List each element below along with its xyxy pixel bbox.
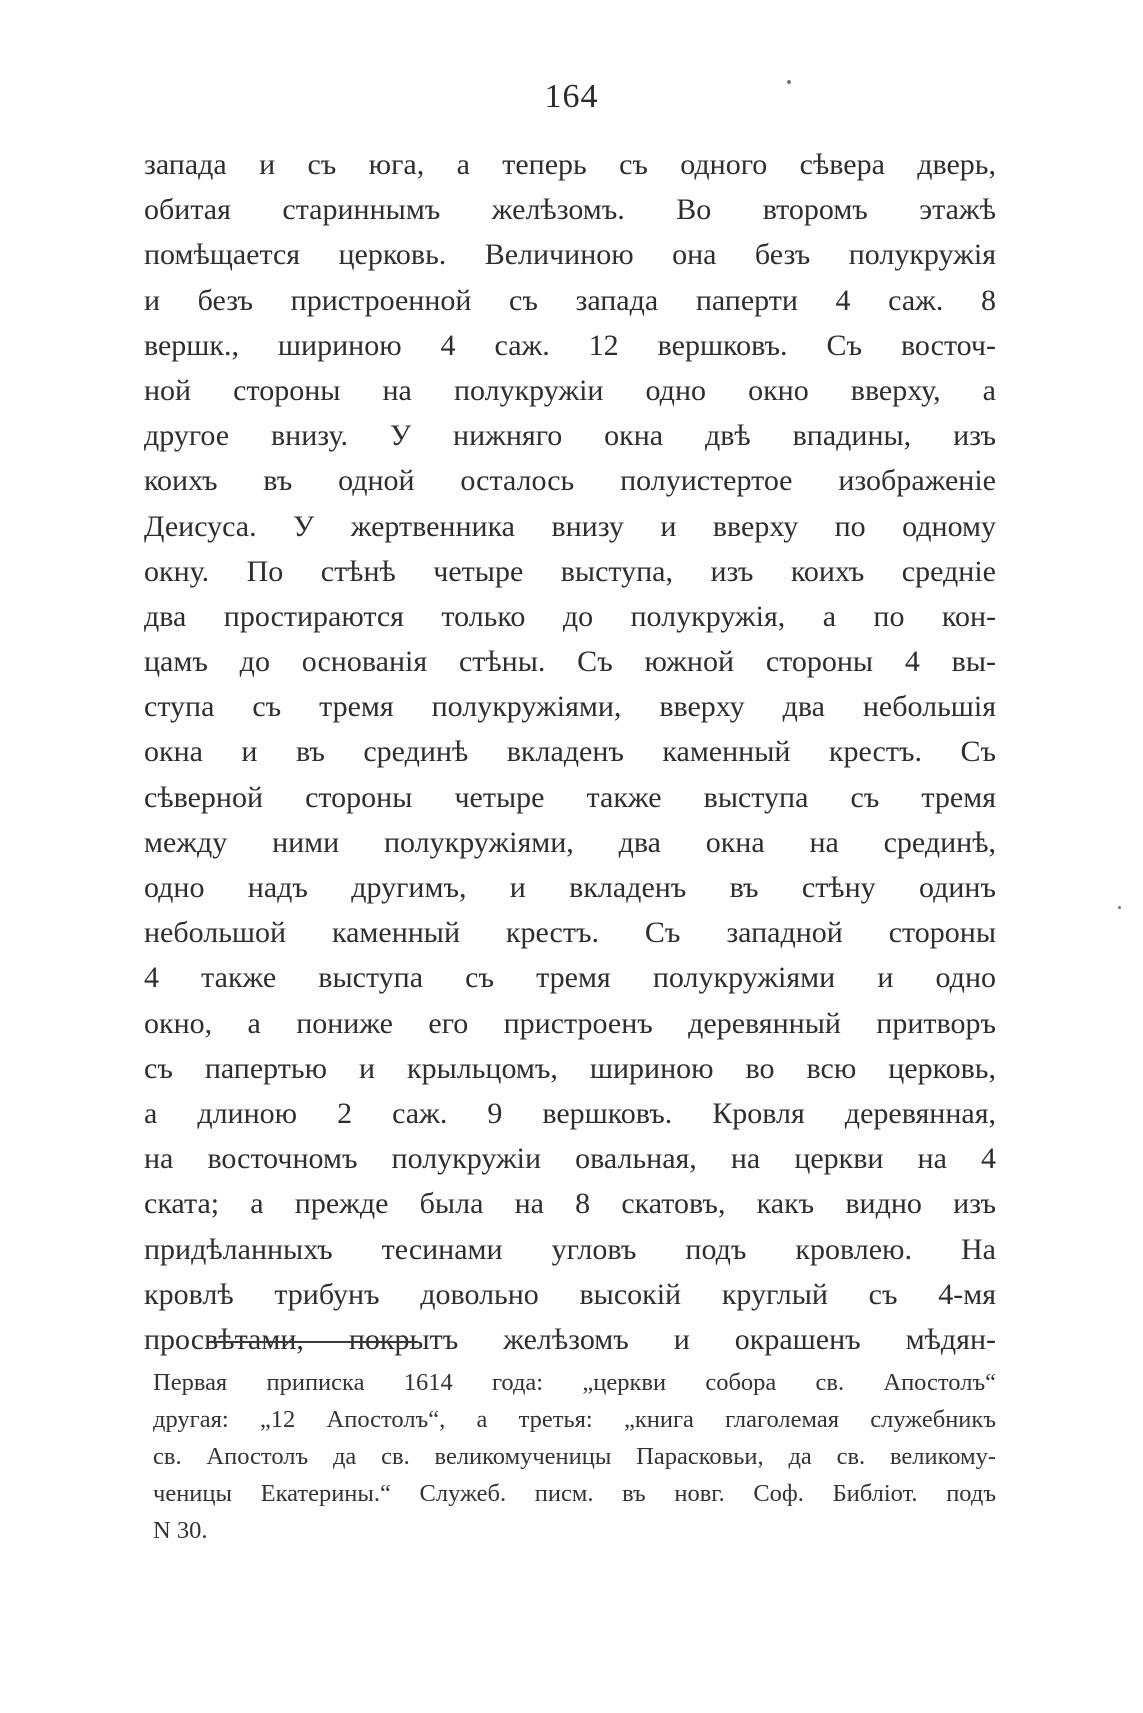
text-line: Деисуса. У жертвенника внизу и вверху по одному	[144, 509, 996, 543]
text-line: 4 также выступа съ тремя полукружіями и одно	[144, 961, 996, 995]
text-line: ската; а прежде была на 8 скатовъ, какъ видно изъ	[144, 1187, 996, 1221]
text-line: просвѣтами, покрытъ желѣзомъ и окрашенъ мѣдян-	[144, 1322, 996, 1356]
text-line: ступа съ тремя полукружіями, вверху два небольшія	[144, 690, 996, 724]
footnote	[153, 1364, 996, 1549]
text-line: сѣверной стороны четыре также выступа съ тремя	[144, 780, 996, 814]
footnote-line: Первая приписка 1614 года: „церкви собора св. Апостолъ“	[153, 1369, 996, 1396]
text-line: окно, а пониже его пристроенъ деревянный притворъ	[144, 1006, 996, 1040]
text-line: кровлѣ трибунъ довольно высокій круглый съ 4-мя	[144, 1277, 996, 1311]
text-line: придѣланныхъ тесинами угловъ подъ кровлею. На	[144, 1232, 996, 1266]
text-line: между ними полукружіями, два окна на срединѣ,	[144, 825, 996, 859]
text-line: и безъ пристроенной съ запада паперти 4 саж. 8	[144, 283, 996, 317]
footnote-line: ченицы Екатерины.“ Служеб. писм. въ новг. Соф. Библіот. подъ	[153, 1480, 996, 1507]
text-line: коихъ въ одной осталось полуистертое изображеніе	[144, 464, 996, 498]
text-line: цамъ до основанія стѣны. Съ южной стороны 4 вы-	[144, 645, 996, 679]
text-line: а длиною 2 саж. 9 вершковъ. Кровля деревянная,	[144, 1096, 996, 1130]
text-line: небольшой каменный крестъ. Съ западной стороны	[144, 916, 996, 950]
print-speck	[1118, 906, 1121, 909]
text-line: два простираются только до полукружія, а по кон-	[144, 599, 996, 633]
print-speck	[787, 80, 791, 84]
footnote-divider	[208, 1341, 418, 1343]
page-number: 164	[544, 78, 599, 115]
text-line: окна и въ срединѣ вкладенъ каменный крестъ. Съ	[144, 735, 996, 769]
text-line: на восточномъ полукружіи овальная, на церкви на 4	[144, 1142, 996, 1176]
text-line: запада и съ юга, а теперь съ одного сѣвера дверь,	[144, 148, 996, 181]
text-line: одно надъ другимъ, и вкладенъ въ стѣну одинъ	[144, 871, 996, 904]
main-text	[144, 142, 996, 1362]
text-line: помѣщается церковь. Величиною она безъ полукружія	[144, 238, 996, 272]
text-line: окну. По стѣнѣ четыре выступа, изъ коихъ средніе	[144, 554, 996, 588]
text-line: вершк., шириною 4 саж. 12 вершковъ. Съ восточ-	[144, 328, 996, 362]
footnote-line: св. Апостолъ да св. великомученицы Парасковьи, да св. великому-	[153, 1443, 996, 1470]
text-line: обитая стариннымъ желѣзомъ. Во второмъ этажѣ	[144, 193, 996, 227]
text-line: съ папертью и крыльцомъ, шириною во всю церковь,	[144, 1051, 996, 1085]
footnote-line: другая: „12 Апостолъ“, а третья: „книга глаголемая служебникъ	[153, 1406, 996, 1433]
text-line: ной стороны на полукружіи одно окно вверху, а	[144, 373, 996, 407]
footnote-line: N 30.	[153, 1517, 208, 1544]
text-line: другое внизу. У нижняго окна двѣ впадины, изъ	[144, 419, 996, 453]
